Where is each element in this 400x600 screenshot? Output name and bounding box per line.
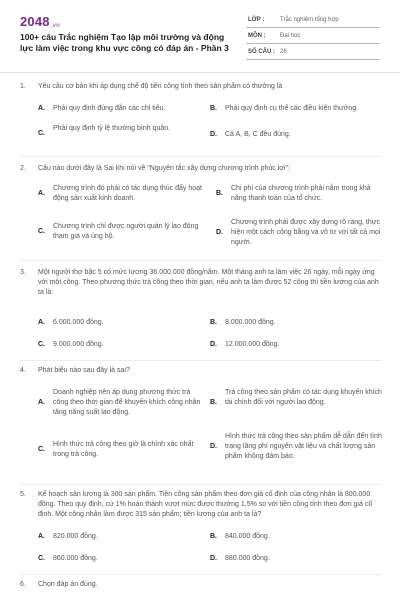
option-c[interactable] [38, 340, 198, 352]
option-text: Chi phí của chương trình phải nằm trong khả năng thanh toán của tổ chức. [231, 185, 371, 202]
option-letter: A. [38, 190, 45, 197]
option-d[interactable] [210, 340, 382, 352]
question-number: 5. [20, 491, 26, 498]
option-letter: C. [38, 130, 45, 137]
option-a[interactable] [38, 532, 198, 544]
header-divider [0, 72, 400, 73]
option-c[interactable] [38, 440, 208, 462]
option-b[interactable] [210, 318, 382, 330]
option-text: Chương trình chỉ được người quản lý lao động tham gia và ủng hộ. [53, 223, 199, 240]
option-a[interactable] [38, 184, 208, 206]
option-text: 6.000.000 đồng. [53, 319, 104, 326]
question-divider [20, 156, 382, 157]
option-a[interactable] [38, 318, 198, 330]
option-letter: A. [38, 105, 45, 112]
option-text: Hình thức trả công theo giờ là chính xác nhất trong trả công. [53, 441, 194, 458]
logo-text: 2048 [20, 14, 50, 29]
header [20, 12, 380, 64]
option-letter: D. [216, 229, 223, 236]
option-letter: D. [210, 131, 217, 138]
question-number: 1. [20, 83, 26, 90]
question-number: 6. [20, 581, 26, 588]
question-4 [20, 366, 382, 480]
page-title: 100+ câu Trắc nghiệm Tạo lập môi trường và động lực làm việc trong khu vực công có đáp án - Phần 3 [20, 32, 229, 53]
option-text: 820.000 đồng. [53, 533, 98, 540]
question-number: 4. [20, 367, 26, 374]
question-number: 2. [20, 165, 26, 172]
question-3 [20, 268, 382, 358]
option-letter: B. [210, 533, 217, 540]
option-letter: B. [210, 399, 217, 406]
option-text: Phải quy định đúng đắn các chỉ tiêu. [53, 105, 166, 112]
option-c[interactable] [38, 222, 208, 244]
option-letter: D. [210, 341, 217, 348]
option-letter: C. [38, 341, 45, 348]
option-b[interactable] [210, 104, 382, 116]
option-c[interactable] [38, 554, 198, 566]
question-text: Kế hoạch sản lượng là 300 sản phẩm. Tiền công sản phẩm theo đơn giá cố định của công nhân là 800.000 đồng. Theo quy định, cứ 1% hoàn thành vượt mức được thưởng 1,5% so với tiền công tính theo đơn giá cố định. Một công nhân làm được 315 sản phẩm; tiền lương của anh ta là? [38, 491, 373, 518]
question-5 [20, 490, 382, 572]
option-a[interactable] [38, 388, 208, 420]
question-2 [20, 164, 382, 254]
question-divider [20, 574, 382, 575]
option-letter: B. [210, 105, 217, 112]
option-b[interactable] [216, 184, 382, 206]
option-text: 880.000 đồng. [225, 555, 270, 562]
meta-label: SỐ CÂU : [248, 49, 275, 55]
meta-table [246, 12, 380, 60]
option-a[interactable] [38, 104, 198, 116]
meta-label: LỚP : [248, 17, 265, 23]
question-divider [20, 260, 382, 261]
question-6 [20, 580, 382, 594]
question-text: Chọn đáp án đúng. [38, 581, 98, 588]
meta-row-count [246, 44, 380, 60]
option-letter: A. [38, 319, 45, 326]
meta-value: 26 [280, 49, 287, 55]
question-divider [20, 484, 382, 485]
option-d[interactable] [216, 218, 382, 250]
option-text: Cả A, B, C đều đúng. [225, 131, 291, 138]
option-text: Chương trình phải được xây dựng rõ ràng, thực hiện một cách công bằng và vô tư với tất cả mọi người. [231, 219, 381, 246]
option-letter: B. [216, 190, 223, 197]
meta-value: Đại học [280, 33, 301, 39]
question-number: 3. [20, 269, 26, 276]
option-text: Phải quy định tỷ lệ thưởng bình quân. [53, 125, 171, 132]
option-text: Doanh nghiệp nên áp dụng phương thức trả công theo thời gian để khuyến khích công nhân tăng năng suất lao động. [53, 389, 201, 416]
option-text: 9.000.000 đồng. [53, 341, 104, 348]
site-logo[interactable] [20, 14, 60, 29]
meta-label: MÔN : [248, 33, 266, 39]
meta-row-class [246, 12, 380, 28]
question-divider [20, 360, 382, 361]
question-text: Một người thợ bậc 5 có mức lương 36.000.000 đồng/năm. Một tháng anh ta làm việc 26 ngày, mỗi ngày ứng với một công. Theo phương thức trả công theo thời gian, nếu anh ta làm được 52 công thì tiền lương của anh ta là: [38, 269, 379, 296]
option-letter: B. [210, 319, 217, 326]
question-text: Câu nào dưới đây là Sai khi nói về "Nguyên tắc xây dựng chương trình phúc lợi": [38, 165, 290, 172]
option-c[interactable] [38, 124, 198, 146]
meta-row-subject [246, 28, 380, 44]
option-d[interactable] [210, 130, 382, 142]
option-text: Chương trình đó phải có tác dụng thúc đẩy hoạt động sản xuất kinh doanh. [53, 185, 202, 202]
question-1 [20, 82, 382, 162]
option-letter: C. [38, 446, 45, 453]
option-text: Hình thức trả công theo sản phẩm dễ dẫn đến tình trạng lãng phí nguyên vật liệu và chất lượng sản phẩm không đảm bảo. [225, 433, 382, 460]
option-letter: C. [38, 228, 45, 235]
option-text: 8.000.000 đồng. [225, 319, 276, 326]
option-d[interactable] [210, 432, 382, 464]
option-letter: A. [38, 399, 45, 406]
option-text: Trả công theo sản phẩm có tác dụng khuyến khích tài chính đối với người lao động. [225, 389, 382, 406]
option-d[interactable] [210, 554, 382, 566]
logo-suffix: .vn [50, 23, 61, 29]
meta-value: Trắc nghiệm tổng hợp [280, 17, 339, 23]
option-text: Phải quy định cụ thể các điều kiện thưởng. [225, 105, 359, 112]
option-letter: C. [38, 555, 45, 562]
option-letter: D. [210, 555, 217, 562]
option-text: 860.000 đồng. [53, 555, 98, 562]
option-b[interactable] [210, 532, 382, 544]
option-text: 840.000 đồng. [225, 533, 270, 540]
option-letter: D. [210, 443, 217, 450]
option-letter: A. [38, 533, 45, 540]
question-text: Yêu cầu cơ bản khi áp dụng chế độ tiền công tính theo sản phẩm có thưởng là [38, 83, 283, 90]
question-text: Phát biểu nào sau đây là sai? [38, 367, 130, 374]
option-text: 12.000.000 đồng. [225, 341, 280, 348]
option-b[interactable] [210, 388, 382, 420]
